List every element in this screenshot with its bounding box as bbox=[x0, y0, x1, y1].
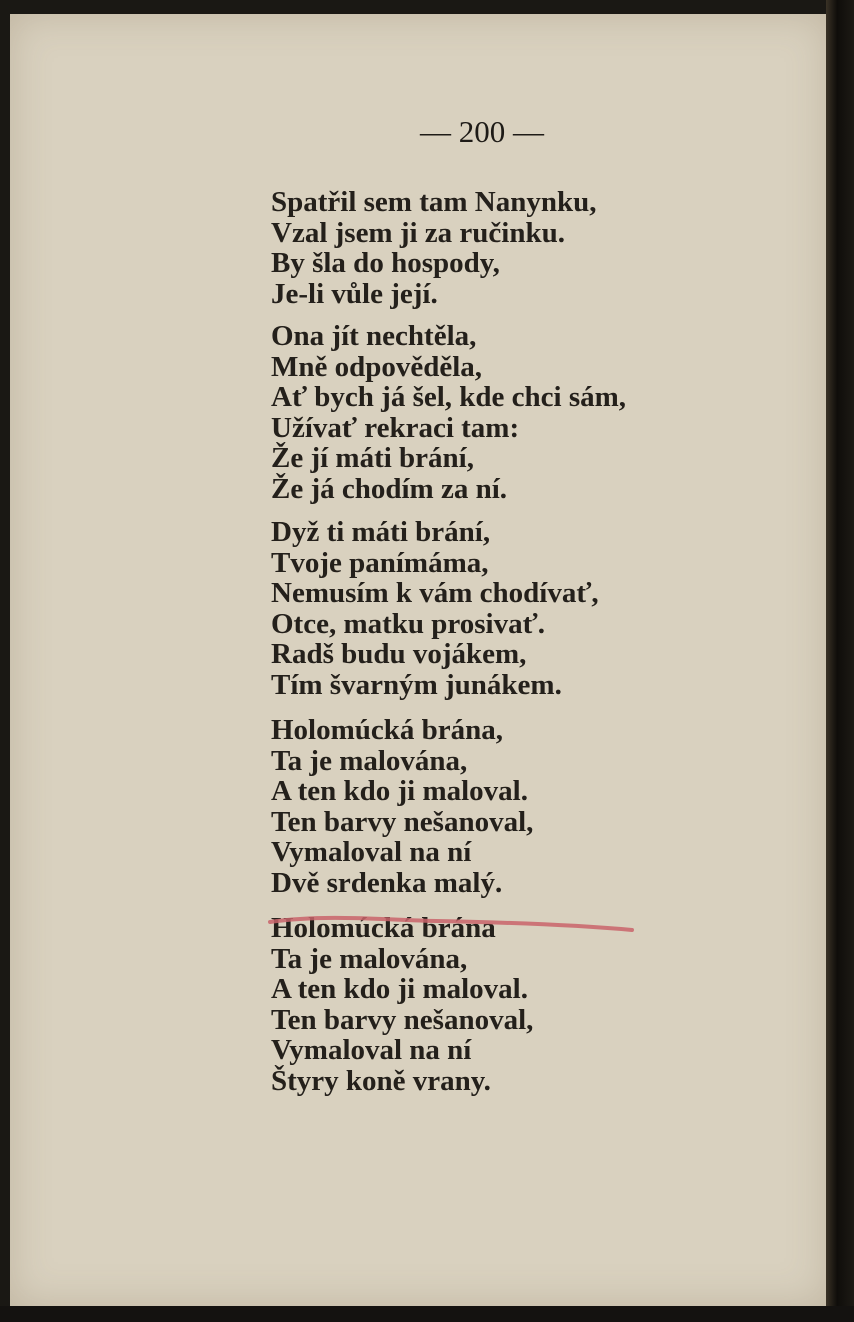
poem-line: By šla do hospody, bbox=[271, 247, 500, 279]
poem-line: Holomúcká brána bbox=[271, 912, 496, 944]
poem-line: Užívať rekraci tam: bbox=[271, 411, 520, 444]
stanza-2 bbox=[271, 321, 791, 504]
poem-line: Že jí máti brání, bbox=[271, 442, 474, 474]
page-bottom-edge bbox=[0, 1306, 854, 1322]
stanza-4 bbox=[271, 715, 791, 898]
poem-line: Štyry koně vrany. bbox=[271, 1064, 491, 1097]
poem-line: Dvě srdenka malý. bbox=[271, 866, 503, 899]
poem-line: Je-li vůle její. bbox=[271, 277, 438, 310]
poem-line: Mně odpověděla, bbox=[271, 350, 483, 383]
poem-line: A ten kdo ji maloval. bbox=[271, 973, 528, 1005]
poem-line: Spatřil sem tam Nanynku, bbox=[271, 186, 597, 218]
poem-line: Ať bych já šel, kde chci sám, bbox=[271, 381, 627, 413]
poem-line: Ten barvy nešanoval, bbox=[271, 1003, 534, 1036]
poem-line: Vymaloval na ní bbox=[271, 836, 472, 868]
poem-line: Holomúcká brána, bbox=[271, 714, 504, 746]
page-number: — 200 — bbox=[420, 114, 544, 149]
poem bbox=[271, 187, 791, 1110]
poem-line: Tvoje panímáma, bbox=[271, 546, 489, 579]
poem-line: Otce, matku prosivať. bbox=[271, 607, 545, 640]
poem-line: Tím švarným junákem. bbox=[271, 668, 562, 701]
poem-line: Radš budu vojákem, bbox=[271, 638, 527, 670]
poem-line: Ta je malována, bbox=[271, 744, 468, 777]
poem-line: A ten kdo ji maloval. bbox=[271, 775, 528, 807]
red-pencil-mark bbox=[266, 908, 636, 936]
poem-line: Nemusím k vám chodívať, bbox=[271, 577, 599, 609]
poem-line: Ona jít nechtěla, bbox=[271, 320, 477, 352]
poem-line: Ten barvy nešanoval, bbox=[271, 805, 534, 838]
stanza-5 bbox=[271, 913, 791, 1096]
stanza-3 bbox=[271, 517, 791, 700]
stanza-1 bbox=[271, 187, 791, 309]
poem-line: Že já chodím za ní. bbox=[271, 472, 508, 505]
poem-line: Vymaloval na ní bbox=[271, 1034, 472, 1066]
poem-line: Ta je malována, bbox=[271, 942, 468, 975]
poem-line: Dyž ti máti brání, bbox=[271, 516, 491, 548]
book-gutter bbox=[826, 0, 854, 1322]
poem-line: Vzal jsem ji za ručinku. bbox=[271, 216, 565, 249]
